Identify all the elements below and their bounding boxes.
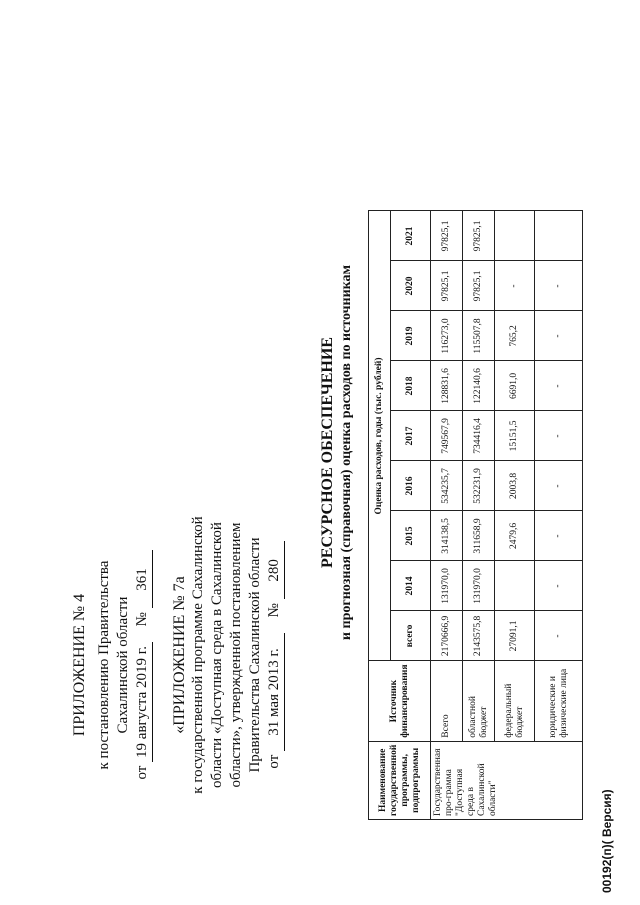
value-cell: 131970,0 — [463, 561, 495, 611]
value-cell: 116273,0 — [431, 311, 463, 361]
table-row — [495, 211, 535, 820]
header-year: 2014 — [391, 561, 431, 611]
appendix-4-title: ПРИЛОЖЕНИЕ № 4 — [71, 593, 88, 737]
header-year: 2018 — [391, 361, 431, 411]
appendix-7a-line4: Правительства Сахалинской области — [247, 537, 263, 773]
appendix-7a-num-label: № — [266, 603, 282, 618]
appendix-4-date: 19 августа 2019 г. — [133, 642, 153, 762]
value-cell — [495, 561, 535, 611]
value-cell: 749567,9 — [431, 411, 463, 461]
header-source: Источник финансирования — [369, 661, 431, 741]
total-cell: 2143575,8 — [463, 611, 495, 661]
value-cell: 534235,7 — [431, 461, 463, 511]
appendix-7a-line1: к государственной программе Сахалинской — [190, 516, 206, 794]
appendix-7a-title: «ПРИЛОЖЕНИЕ № 7а — [171, 576, 188, 734]
value-cell: 734416,4 — [463, 411, 495, 461]
header-year: 2015 — [391, 511, 431, 561]
table-row — [535, 211, 583, 820]
header-estimate: Оценка расходов, годы (тыс. рублей) — [369, 211, 391, 661]
value-cell: 2003,8 — [495, 461, 535, 511]
table-row — [431, 211, 463, 820]
value-cell: - — [535, 561, 583, 611]
value-cell: 97825,1 — [431, 211, 463, 261]
appendix-4-line2: Сахалинской области — [115, 596, 131, 734]
appendix-7a-date: 31 мая 2013 г. — [265, 633, 285, 751]
total-cell: - — [535, 611, 583, 661]
value-cell: - — [535, 311, 583, 361]
resource-table-wrapper — [368, 210, 583, 820]
value-cell: 122140,6 — [463, 361, 495, 411]
program-name-cell: Государственная про-грамма "Доступная среда в Сахалинской области" — [431, 741, 583, 819]
document-title: РЕСУРСНОЕ ОБЕСПЕЧЕНИЕ — [319, 337, 336, 568]
appendix-7a-from-label: от — [266, 754, 282, 769]
total-cell: 27091,1 — [495, 611, 535, 661]
value-cell: 115507,8 — [463, 311, 495, 361]
header-year: 2019 — [391, 311, 431, 361]
value-cell: - — [535, 261, 583, 311]
source-cell: федеральный бюджет — [495, 661, 535, 741]
appendix-7a-number: 280 — [265, 541, 285, 599]
value-cell: 6691,0 — [495, 361, 535, 411]
value-cell: 97825,1 — [431, 261, 463, 311]
source-cell: Всего — [431, 661, 463, 741]
appendix-7a-block — [170, 470, 285, 840]
total-cell: 2170666,9 — [431, 611, 463, 661]
document-footer-code: 00192(п)( Версия) — [600, 789, 614, 893]
resource-table — [368, 210, 583, 820]
appendix-4-from-label: от — [134, 765, 150, 780]
value-cell: 128831,6 — [431, 361, 463, 411]
source-cell: областной бюджет — [463, 661, 495, 741]
table-row — [463, 211, 495, 820]
value-cell: 2479,6 — [495, 511, 535, 561]
value-cell: 97825,1 — [463, 211, 495, 261]
value-cell: - — [535, 511, 583, 561]
appendix-4-line1: к постановлению Правительства — [96, 560, 112, 770]
value-cell — [535, 211, 583, 261]
header-total: всего — [391, 611, 431, 661]
value-cell: - — [495, 261, 535, 311]
value-cell: 532231,9 — [463, 461, 495, 511]
appendix-7a-line2: области «Доступная среда в Сахалинской — [209, 522, 225, 788]
appendix-7a-line3: области», утвержденной постановлением — [228, 522, 244, 788]
header-year: 2021 — [391, 211, 431, 261]
value-cell: 15151,5 — [495, 411, 535, 461]
value-cell: 765,2 — [495, 311, 535, 361]
header-program-name: Наименование государственной программы, подпрограммы — [369, 741, 431, 819]
value-cell: 97825,1 — [463, 261, 495, 311]
appendix-4-block — [70, 500, 153, 830]
document-subtitle: и прогнозная (справочная) оценка расходов по источникам — [339, 264, 354, 641]
value-cell: - — [535, 461, 583, 511]
appendix-4-number: 361 — [133, 550, 153, 608]
appendix-4-date-line — [133, 500, 153, 830]
value-cell: - — [535, 411, 583, 461]
source-cell: юридические и физические лица — [535, 661, 583, 741]
appendix-7a-date-line — [265, 470, 285, 840]
value-cell — [495, 211, 535, 261]
header-year: 2016 — [391, 461, 431, 511]
value-cell: 131970,0 — [431, 561, 463, 611]
header-year: 2020 — [391, 261, 431, 311]
value-cell: 314138,5 — [431, 511, 463, 561]
header-year: 2017 — [391, 411, 431, 461]
value-cell: 311658,9 — [463, 511, 495, 561]
appendix-4-num-label: № — [134, 612, 150, 627]
value-cell: - — [535, 361, 583, 411]
